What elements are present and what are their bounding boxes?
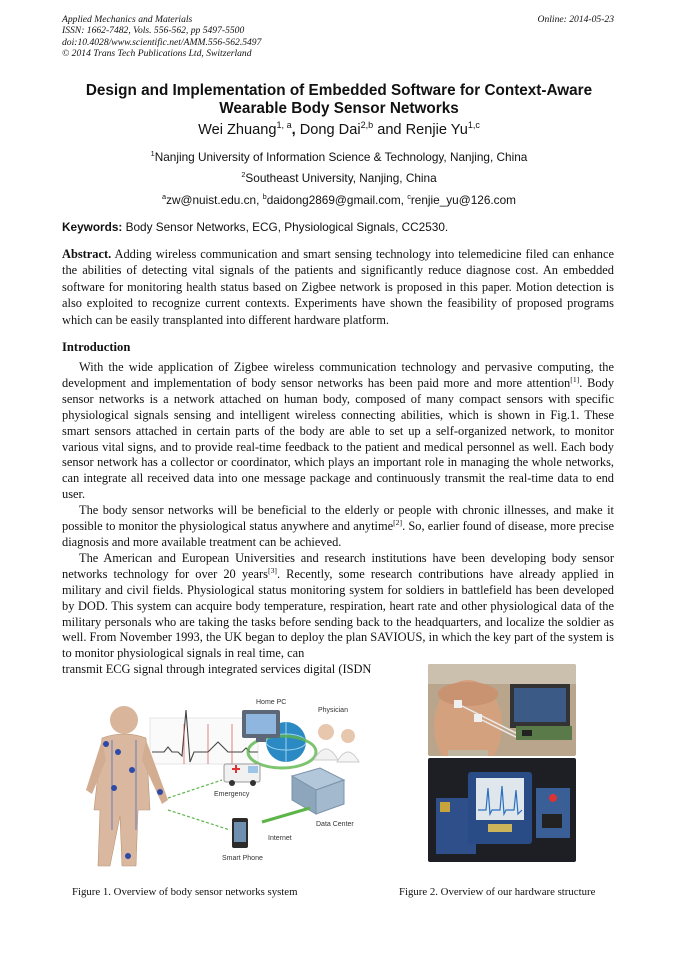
data-center-icon bbox=[292, 768, 344, 814]
affiliation-1-text: Nanjing University of Information Science & Technology, Nanjing, China bbox=[154, 150, 528, 164]
author-2: Dong Dai bbox=[299, 122, 361, 138]
physician-icon bbox=[314, 724, 359, 762]
issn-line: ISSN: 1662-7482, Vols. 556-562, pp 5497-5500 bbox=[62, 25, 245, 37]
citation-1[interactable]: [1] bbox=[570, 374, 580, 384]
affiliation-1 bbox=[62, 150, 616, 164]
author-2-marker: 2,b bbox=[360, 120, 374, 131]
smart-phone-icon bbox=[232, 818, 248, 848]
wireless-link-2 bbox=[168, 810, 230, 830]
label-home-pc: Home PC bbox=[256, 699, 287, 706]
paper-title bbox=[62, 82, 616, 118]
citation-2[interactable]: [2] bbox=[393, 517, 403, 527]
paragraph-3-last-line: transmit ECG signal through integrated services digital (ISDN bbox=[62, 662, 372, 676]
label-physician: Physician bbox=[318, 707, 348, 714]
paragraph-2 bbox=[62, 503, 614, 551]
online-date: Online: 2014-05-23 bbox=[537, 14, 614, 25]
section-heading-introduction: Introduction bbox=[62, 340, 131, 354]
affiliation-1-marker: 1 bbox=[150, 149, 155, 159]
figure-1-illustration bbox=[72, 680, 394, 870]
author-list: Wei Zhuang$^{1, a}$, Dong Dai$^{2,b}$ and Renjie Yu$^{1,c}$ bbox=[198, 120, 480, 138]
email-list bbox=[62, 193, 616, 207]
label-internet: Internet bbox=[268, 835, 292, 842]
paragraph-1-text-b: . Body sensor networks is a network attached on human body, composed of many compact sensors with specific physiological signals sensing and intelligent wireless connecting abilities, which is shown in Fig.1. These smart sensors attached in certain parts of the body are able to set up a self-organized network, to monitor various vital signs, and to provide real-time feedback to the patient and medical personnel as well. Each body sensor network has a collector or coordinator, which plays an important role in managing the whole networks, can integrate all received data into one message package and continuously transmit the real-time data to end user. bbox=[62, 375, 615, 502]
author-1: Wei Zhuang bbox=[198, 122, 277, 138]
author-3-marker: 1,c bbox=[467, 120, 480, 131]
journal-header bbox=[62, 14, 261, 60]
abstract-text: Adding wireless communication and smart sensing technology into telemedicine filed can enhance the abilities of detecting vital signals of the patients and significantly reduce diagnose cost. An embedded software for monitoring health status based on Zigbee network is proposed in this paper. Motion detection is also exploited to recognize current contexts. Experiments have shown the feasibility of proposed programs which can be easily transplanted into different hardware platform. bbox=[62, 247, 614, 327]
paragraph-3 bbox=[62, 551, 614, 662]
citation-3[interactable]: [3] bbox=[268, 565, 277, 575]
affiliation-2 bbox=[62, 171, 616, 185]
paragraph-3-text-b: . Recently, some research contributions have already applied in military and civil fields. Physiological status monitoring system for soldiers in battlefield has been developed by DOD. This system can acquire body temperature, respiration, heart rate and other physiological data of the military personals who are taking the tasks before sending back to the headquarters, and localize the soldier as well. From November 1993, the UK began to deploy the plan SAVIOUS, in which the key part of the system is to monitor physiological signals in real time, can bbox=[62, 566, 615, 661]
email-c[interactable]: renjie_yu@126.com bbox=[410, 193, 516, 207]
email-c-marker: c bbox=[407, 192, 411, 202]
email-a[interactable]: zw@nuist.edu.cn, bbox=[166, 193, 263, 207]
title-line-1: Design and Implementation of Embedded Software for Context-Aware bbox=[85, 82, 593, 99]
author-1-marker: 1, a bbox=[276, 120, 292, 131]
hardware-photo-2 bbox=[428, 758, 576, 862]
home-pc-icon bbox=[242, 710, 280, 742]
title-line-2: Wearable Body Sensor Networks bbox=[219, 100, 459, 117]
hardware-photo-1 bbox=[428, 664, 576, 756]
introduction-body bbox=[62, 360, 614, 662]
abstract-label: Abstract. bbox=[62, 247, 112, 261]
ambulance-icon bbox=[224, 764, 260, 786]
keywords bbox=[62, 220, 616, 234]
email-b[interactable]: daidong2869@gmail.com, bbox=[266, 193, 408, 207]
paragraph-1 bbox=[62, 360, 614, 503]
internet-link bbox=[262, 808, 310, 822]
ecg-waveform bbox=[150, 710, 258, 764]
journal-name: Applied Mechanics and Materials bbox=[62, 14, 193, 25]
paragraph-2-text-b: . So, earlier found of disease, more precise diagnosis and more available treatment can be achieved. bbox=[62, 519, 614, 549]
label-smart-phone: Smart Phone bbox=[222, 855, 263, 862]
paragraph-2-text-a: The body sensor networks will be beneficial to the elderly or people with chronic illnesses, and make it possible to monitor the physiological status anywhere and anytime bbox=[62, 503, 614, 534]
author-3: and Renjie Yu bbox=[377, 122, 468, 138]
abstract bbox=[62, 246, 614, 328]
keywords-text: Body Sensor Networks, ECG, Physiological Signals, CC2530. bbox=[122, 220, 449, 234]
paragraph-3-text-a: The American and European Universities and research institutions have been developing body sensor networks technology for over 20 years bbox=[62, 550, 614, 581]
label-data-center: Data Center bbox=[316, 821, 354, 828]
keywords-label: Keywords: bbox=[62, 220, 123, 234]
doi-line[interactable]: doi:10.4028/www.scientific.net/AMM.556-562.5497 bbox=[62, 36, 262, 48]
affiliation-2-text: Southeast University, Nanjing, China bbox=[245, 171, 437, 185]
copyright-line: © 2014 Trans Tech Publications Ltd, Switzerland bbox=[62, 48, 252, 60]
email-b-marker: b bbox=[262, 192, 267, 202]
label-emergency: Emergency bbox=[214, 791, 250, 798]
figure-2-caption: Figure 2. Overview of our hardware structure bbox=[399, 886, 596, 898]
affiliation-2-marker: 2 bbox=[241, 170, 246, 180]
email-a-marker: a bbox=[162, 192, 167, 202]
paragraph-1-text-a: With the wide application of Zigbee wireless communication technology and pervasive computing, the development and implementation of body sensor networks has been paid more and more attention bbox=[62, 360, 614, 390]
figure-1-caption: Figure 1. Overview of body sensor networks system bbox=[72, 886, 298, 898]
